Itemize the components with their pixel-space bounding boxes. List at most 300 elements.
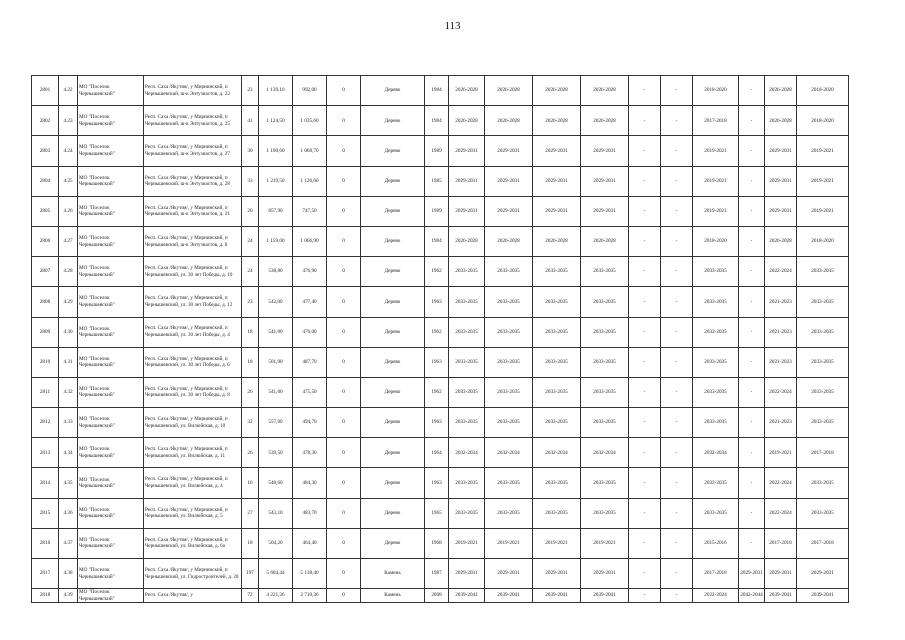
cell-period-1: 2026-2028 — [449, 106, 485, 136]
cell-residents-count: 26 — [242, 438, 259, 468]
cell-total-area: 857,90 — [259, 196, 293, 226]
cell-row-index: 4.25 — [59, 166, 78, 196]
cell-period-4: 2026-2028 — [581, 76, 629, 106]
cell-living-area: 487,70 — [293, 347, 327, 377]
cell-period-1: 2032-2034 — [449, 438, 485, 468]
cell-row-index: 4.29 — [59, 287, 78, 317]
cell-wall-material: Дерево — [361, 166, 425, 196]
cell-dash-2: - — [661, 589, 693, 603]
cell-address: Респ. Саха /Якутия/, у Мирнинский, п Чернышевский, ул. Вилюйская, д. 11 — [144, 438, 242, 468]
cell-zero-value: 0 — [327, 468, 361, 498]
cell-address: Респ. Саха /Якутия/, у Мирнинский, п Чернышевский, ул. 30 лет Победы, д. 12 — [144, 287, 242, 317]
cell-dash-1: - — [629, 408, 661, 438]
cell-period-5: 2019-2021 — [693, 136, 739, 166]
table-row — [32, 347, 849, 377]
table-row — [32, 408, 849, 438]
cell-address: Респ. Саха /Якутия/, у Мирнинский, п Чернышевский, ш-к Энтузиастов, д. 31 — [144, 196, 242, 226]
cell-municipality: МО "Поселок Чернышевский" — [78, 589, 144, 603]
cell-total-area: 504,20 — [259, 528, 293, 558]
cell-row-number: 2802 — [32, 106, 59, 136]
cell-total-area: 501,00 — [259, 347, 293, 377]
cell-period-2: 2033-2035 — [485, 468, 533, 498]
cell-municipality: МО "Поселок Чернышевский" — [78, 136, 144, 166]
cell-living-area: 1 126,60 — [293, 166, 327, 196]
cell-dash-2: - — [661, 287, 693, 317]
cell-dash-1: - — [629, 317, 661, 347]
cell-total-area: 548,60 — [259, 468, 293, 498]
cell-zero-value: 0 — [327, 317, 361, 347]
cell-row-index: 4.23 — [59, 106, 78, 136]
cell-row-number: 2806 — [32, 226, 59, 256]
cell-period-6: 2029-2031 — [739, 559, 765, 589]
cell-living-area: 464,40 — [293, 528, 327, 558]
cell-build-year: 1963 — [425, 347, 449, 377]
cell-period-6: - — [739, 317, 765, 347]
cell-row-index: 4.28 — [59, 257, 78, 287]
cell-period-6: - — [739, 438, 765, 468]
cell-zero-value: 0 — [327, 408, 361, 438]
cell-dash-2: - — [661, 468, 693, 498]
cell-period-2: 2033-2035 — [485, 347, 533, 377]
cell-period-2: 2029-2031 — [485, 166, 533, 196]
cell-zero-value: 0 — [327, 559, 361, 589]
cell-period-4: 2033-2035 — [581, 468, 629, 498]
cell-address: Респ. Саха /Якутия/, у Мирнинский, п Чернышевский, ш-к Энтузиастов, д. 8 — [144, 226, 242, 256]
cell-period-4: 2026-2028 — [581, 226, 629, 256]
cell-zero-value: 0 — [327, 377, 361, 407]
cell-zero-value: 0 — [327, 589, 361, 603]
cell-living-area: 475,50 — [293, 377, 327, 407]
cell-period-2: 2033-2035 — [485, 317, 533, 347]
cell-build-year: 1962 — [425, 377, 449, 407]
table-row — [32, 317, 849, 347]
cell-period-1: 2029-2031 — [449, 559, 485, 589]
cell-period-4: 2033-2035 — [581, 377, 629, 407]
cell-period-1: 2033-2035 — [449, 287, 485, 317]
cell-period-2: 2029-2031 — [485, 136, 533, 166]
cell-build-year: 1987 — [425, 559, 449, 589]
cell-period-3: 2039-2041 — [533, 589, 581, 603]
cell-wall-material: Дерево — [361, 528, 425, 558]
cell-period-1: 2019-2021 — [449, 528, 485, 558]
cell-period-6: - — [739, 498, 765, 528]
cell-period-7: 2026-2028 — [765, 76, 797, 106]
cell-living-area: 478,30 — [293, 438, 327, 468]
table-row — [32, 468, 849, 498]
cell-dash-1: - — [629, 528, 661, 558]
cell-row-index: 4.37 — [59, 528, 78, 558]
cell-wall-material: Дерево — [361, 498, 425, 528]
cell-wall-material: Дерево — [361, 438, 425, 468]
table-row — [32, 498, 849, 528]
cell-period-1: 2029-2031 — [449, 136, 485, 166]
cell-period-3: 2033-2035 — [533, 377, 581, 407]
cell-build-year: 1963 — [425, 287, 449, 317]
cell-row-index: 4.39 — [59, 589, 78, 603]
cell-period-8: 2033-2035 — [797, 317, 849, 347]
cell-dash-2: - — [661, 559, 693, 589]
cell-period-3: 2029-2031 — [533, 136, 581, 166]
cell-period-4: 2029-2031 — [581, 196, 629, 226]
cell-period-6: - — [739, 287, 765, 317]
cell-period-5: 2018-2020 — [693, 226, 739, 256]
cell-period-3: 2032-2034 — [533, 438, 581, 468]
cell-period-5: 2033-2035 — [693, 347, 739, 377]
cell-zero-value: 0 — [327, 528, 361, 558]
cell-wall-material: Камень — [361, 559, 425, 589]
cell-dash-2: - — [661, 106, 693, 136]
cell-residents-count: 20 — [242, 196, 259, 226]
cell-period-2: 2033-2035 — [485, 377, 533, 407]
cell-period-4: 2026-2028 — [581, 106, 629, 136]
cell-period-5: 2018-2020 — [693, 76, 739, 106]
cell-total-area: 1 124,50 — [259, 106, 293, 136]
cell-wall-material: Дерево — [361, 106, 425, 136]
cell-zero-value: 0 — [327, 347, 361, 377]
cell-address: Респ. Саха /Якутия/, у Мирнинский, п Чернышевский, ул. Вилюйская, д. 5 — [144, 498, 242, 528]
cell-period-6: - — [739, 166, 765, 196]
table-row — [32, 377, 849, 407]
table-body — [32, 76, 849, 603]
cell-address: Респ. Саха /Якутия/, у Мирнинский, п Чернышевский, ул. 30 лет Победы, д. 8 — [144, 377, 242, 407]
cell-address: Респ. Саха /Якутия/, у Мирнинский, п Чернышевский, ул. 30 лет Победы, д. 4 — [144, 317, 242, 347]
cell-period-2: 2029-2031 — [485, 559, 533, 589]
cell-period-3: 2026-2028 — [533, 76, 581, 106]
cell-build-year: 1984 — [425, 106, 449, 136]
cell-residents-count: 23 — [242, 287, 259, 317]
cell-wall-material: Дерево — [361, 468, 425, 498]
table-row — [32, 196, 849, 226]
table-row — [32, 589, 849, 603]
cell-period-5: 2033-2035 — [693, 408, 739, 438]
cell-wall-material: Дерево — [361, 136, 425, 166]
cell-municipality: МО "Поселок Чернышевский" — [78, 559, 144, 589]
cell-period-4: 2029-2031 — [581, 559, 629, 589]
cell-municipality: МО "Поселок Чернышевский" — [78, 166, 144, 196]
cell-row-number: 2815 — [32, 498, 59, 528]
cell-total-area: 1 159,00 — [259, 226, 293, 256]
cell-dash-2: - — [661, 528, 693, 558]
cell-dash-2: - — [661, 226, 693, 256]
cell-period-1: 2033-2035 — [449, 408, 485, 438]
cell-municipality: МО "Поселок Чернышевский" — [78, 468, 144, 498]
cell-row-index: 4.26 — [59, 196, 78, 226]
cell-total-area: 1 100,60 — [259, 136, 293, 166]
cell-period-7: 2017-2018 — [765, 528, 797, 558]
cell-municipality: МО "Поселок Чернышевский" — [78, 76, 144, 106]
cell-municipality: МО "Поселок Чернышевский" — [78, 377, 144, 407]
cell-build-year: 1964 — [425, 438, 449, 468]
cell-wall-material: Дерево — [361, 377, 425, 407]
cell-period-3: 2033-2035 — [533, 347, 581, 377]
cell-residents-count: 41 — [242, 106, 259, 136]
cell-period-3: 2029-2031 — [533, 166, 581, 196]
cell-row-number: 2811 — [32, 377, 59, 407]
cell-period-8: 2018-2020 — [797, 226, 849, 256]
cell-period-1: 2033-2035 — [449, 317, 485, 347]
cell-living-area: 747,50 — [293, 196, 327, 226]
cell-municipality: МО "Поселок Чернышевский" — [78, 408, 144, 438]
cell-living-area: 1 035,60 — [293, 106, 327, 136]
cell-row-index: 4.33 — [59, 408, 78, 438]
cell-row-index: 4.34 — [59, 438, 78, 468]
cell-period-5: 2033-2035 — [693, 317, 739, 347]
cell-address: Респ. Саха /Якутия/, у Мирнинский, п Чернышевский, ул. Вилюйская, д. 10 — [144, 408, 242, 438]
cell-period-8: 2033-2035 — [797, 257, 849, 287]
table-row — [32, 136, 849, 166]
cell-period-1: 2026-2028 — [449, 226, 485, 256]
cell-period-5: 2033-2035 — [693, 257, 739, 287]
cell-municipality: МО "Поселок Чернышевский" — [78, 498, 144, 528]
cell-total-area: 1 219,50 — [259, 166, 293, 196]
table-row — [32, 76, 849, 106]
cell-dash-2: - — [661, 438, 693, 468]
cell-period-5: 2033-2035 — [693, 498, 739, 528]
cell-dash-1: - — [629, 559, 661, 589]
cell-period-5: 2033-2035 — [693, 377, 739, 407]
table-row — [32, 528, 849, 558]
cell-dash-1: - — [629, 166, 661, 196]
cell-period-2: 2033-2035 — [485, 498, 533, 528]
cell-dash-1: - — [629, 257, 661, 287]
cell-period-7: 2022-2024 — [765, 468, 797, 498]
cell-period-7: 2026-2028 — [765, 226, 797, 256]
table-row — [32, 257, 849, 287]
cell-wall-material: Дерево — [361, 226, 425, 256]
cell-row-number: 2814 — [32, 468, 59, 498]
cell-living-area: 1 066,90 — [293, 226, 327, 256]
cell-build-year: 1984 — [425, 226, 449, 256]
cell-period-5: 2022-2024 — [693, 589, 739, 603]
cell-row-index: 4.30 — [59, 317, 78, 347]
cell-total-area: 543,10 — [259, 498, 293, 528]
table-row — [32, 438, 849, 468]
cell-address: Респ. Саха /Якутия/, у Мирнинский, п Чернышевский, ул. 30 лет Победы, д. 6 — [144, 347, 242, 377]
cell-period-1: 2033-2035 — [449, 468, 485, 498]
cell-living-area: 1 068,70 — [293, 136, 327, 166]
cell-period-7: 2039-2041 — [765, 589, 797, 603]
cell-period-6: - — [739, 468, 765, 498]
cell-dash-1: - — [629, 377, 661, 407]
cell-period-8: 2029-2031 — [797, 559, 849, 589]
cell-period-8: 2033-2035 — [797, 377, 849, 407]
cell-municipality: МО "Поселок Чернышевский" — [78, 287, 144, 317]
cell-zero-value: 0 — [327, 226, 361, 256]
cell-period-7: 2021-2023 — [765, 317, 797, 347]
cell-row-index: 4.22 — [59, 76, 78, 106]
cell-period-6: - — [739, 106, 765, 136]
cell-period-8: 2019-2021 — [797, 136, 849, 166]
cell-dash-1: - — [629, 468, 661, 498]
cell-period-3: 2019-2021 — [533, 528, 581, 558]
cell-row-number: 2804 — [32, 166, 59, 196]
cell-period-7: 2021-2023 — [765, 408, 797, 438]
cell-row-number: 2812 — [32, 408, 59, 438]
cell-period-2: 2026-2028 — [485, 76, 533, 106]
cell-dash-1: - — [629, 589, 661, 603]
cell-total-area: 541,00 — [259, 377, 293, 407]
cell-period-7: 2029-2031 — [765, 136, 797, 166]
cell-dash-2: - — [661, 76, 693, 106]
cell-period-8: 2033-2035 — [797, 408, 849, 438]
cell-period-4: 2033-2035 — [581, 317, 629, 347]
cell-residents-count: 197 — [242, 559, 259, 589]
cell-build-year: 1962 — [425, 257, 449, 287]
cell-dash-1: - — [629, 498, 661, 528]
cell-row-index: 4.24 — [59, 136, 78, 166]
cell-period-8: 2033-2035 — [797, 498, 849, 528]
cell-total-area: 5 604,44 — [259, 559, 293, 589]
cell-address: Респ. Саха /Якутия/, у Мирнинский, п Чернышевский, ш-к Энтузиастов, д. 27 — [144, 136, 242, 166]
cell-period-3: 2029-2031 — [533, 559, 581, 589]
cell-zero-value: 0 — [327, 76, 361, 106]
cell-dash-1: - — [629, 136, 661, 166]
cell-period-7: 2029-2031 — [765, 559, 797, 589]
cell-dash-1: - — [629, 76, 661, 106]
cell-total-area: 542,00 — [259, 287, 293, 317]
cell-row-number: 2809 — [32, 317, 59, 347]
cell-municipality: МО "Поселок Чернышевский" — [78, 347, 144, 377]
cell-total-area: 1 139,10 — [259, 76, 293, 106]
cell-residents-count: 27 — [242, 498, 259, 528]
cell-period-6: - — [739, 196, 765, 226]
cell-period-6: - — [739, 408, 765, 438]
cell-period-1: 2033-2035 — [449, 257, 485, 287]
cell-period-5: 2017-2018 — [693, 106, 739, 136]
cell-period-6: - — [739, 257, 765, 287]
cell-residents-count: 72 — [242, 589, 259, 603]
cell-dash-2: - — [661, 136, 693, 166]
cell-wall-material: Дерево — [361, 76, 425, 106]
housing-registry-table — [31, 75, 849, 603]
cell-period-8: 2039-2041 — [797, 589, 849, 603]
cell-address: Респ. Саха /Якутия/, у Мирнинский, п Чернышевский, ул. 30 лет Победы, д. 10 — [144, 257, 242, 287]
cell-address: Респ. Саха /Якутия/, у Мирнинский, п Чернышевский, ш-к Энтузиастов, д. 25 — [144, 106, 242, 136]
cell-living-area: 484,30 — [293, 468, 327, 498]
cell-living-area: 476,00 — [293, 317, 327, 347]
cell-period-7: 2026-2028 — [765, 106, 797, 136]
cell-period-5: 2032-2034 — [693, 438, 739, 468]
cell-municipality: МО "Поселок Чернышевский" — [78, 317, 144, 347]
cell-row-index: 4.27 — [59, 226, 78, 256]
cell-dash-1: - — [629, 347, 661, 377]
cell-wall-material: Камень — [361, 589, 425, 603]
cell-residents-count: 32 — [242, 408, 259, 438]
cell-zero-value: 0 — [327, 196, 361, 226]
cell-municipality: МО "Поселок Чернышевский" — [78, 257, 144, 287]
cell-living-area: 476,90 — [293, 257, 327, 287]
cell-build-year: 1963 — [425, 408, 449, 438]
cell-dash-2: - — [661, 166, 693, 196]
cell-living-area: 5 138,40 — [293, 559, 327, 589]
cell-period-7: 2019-2021 — [765, 438, 797, 468]
cell-period-7: 2022-2024 — [765, 257, 797, 287]
cell-period-1: 2029-2031 — [449, 166, 485, 196]
cell-residents-count: 30 — [242, 136, 259, 166]
cell-period-8: 2033-2035 — [797, 468, 849, 498]
cell-period-4: 2033-2035 — [581, 347, 629, 377]
cell-period-8: 2019-2021 — [797, 166, 849, 196]
cell-period-3: 2033-2035 — [533, 408, 581, 438]
cell-period-6: - — [739, 377, 765, 407]
cell-period-4: 2032-2034 — [581, 438, 629, 468]
cell-period-1: 2033-2035 — [449, 498, 485, 528]
cell-period-7: 2021-2023 — [765, 287, 797, 317]
cell-living-area: 483,70 — [293, 498, 327, 528]
cell-wall-material: Дерево — [361, 347, 425, 377]
cell-period-8: 2018-2020 — [797, 76, 849, 106]
cell-residents-count: 24 — [242, 226, 259, 256]
cell-municipality: МО "Поселок Чернышевский" — [78, 438, 144, 468]
cell-build-year: 1963 — [425, 468, 449, 498]
cell-build-year: 1965 — [425, 498, 449, 528]
cell-wall-material: Дерево — [361, 287, 425, 317]
table-row — [32, 287, 849, 317]
cell-row-index: 4.32 — [59, 377, 78, 407]
cell-period-8: 2033-2035 — [797, 287, 849, 317]
table-row — [32, 106, 849, 136]
cell-zero-value: 0 — [327, 257, 361, 287]
cell-dash-1: - — [629, 196, 661, 226]
table-row — [32, 166, 849, 196]
cell-total-area: 557,00 — [259, 408, 293, 438]
cell-dash-2: - — [661, 317, 693, 347]
cell-period-1: 2026-2028 — [449, 76, 485, 106]
cell-period-8: 2017-2018 — [797, 528, 849, 558]
cell-row-number: 2813 — [32, 438, 59, 468]
cell-zero-value: 0 — [327, 106, 361, 136]
cell-wall-material: Дерево — [361, 408, 425, 438]
cell-row-index: 4.38 — [59, 559, 78, 589]
cell-dash-2: - — [661, 408, 693, 438]
cell-period-4: 2039-2041 — [581, 589, 629, 603]
cell-address: Респ. Саха /Якутия/, у Мирнинский, п Чернышевский, ул. Вилюйская, д. 6а — [144, 528, 242, 558]
cell-period-5: 2033-2035 — [693, 468, 739, 498]
cell-row-number: 2810 — [32, 347, 59, 377]
cell-period-2: 2033-2035 — [485, 287, 533, 317]
cell-row-index: 4.36 — [59, 498, 78, 528]
cell-period-2: 2039-2041 — [485, 589, 533, 603]
cell-build-year: 1968 — [425, 528, 449, 558]
cell-period-6: - — [739, 226, 765, 256]
cell-period-5: 2019-2021 — [693, 196, 739, 226]
cell-dash-1: - — [629, 106, 661, 136]
cell-period-3: 2026-2028 — [533, 226, 581, 256]
cell-total-area: 539,50 — [259, 438, 293, 468]
cell-zero-value: 0 — [327, 438, 361, 468]
page-number: 113 — [444, 20, 461, 32]
cell-period-8: 2019-2021 — [797, 196, 849, 226]
cell-dash-2: - — [661, 377, 693, 407]
cell-residents-count: 26 — [242, 377, 259, 407]
cell-build-year: 1985 — [425, 166, 449, 196]
cell-row-number: 2803 — [32, 136, 59, 166]
cell-period-2: 2026-2028 — [485, 106, 533, 136]
cell-build-year: 1989 — [425, 196, 449, 226]
cell-residents-count: 16 — [242, 468, 259, 498]
cell-dash-1: - — [629, 226, 661, 256]
cell-zero-value: 0 — [327, 166, 361, 196]
cell-period-8: 2033-2035 — [797, 347, 849, 377]
cell-period-2: 2033-2035 — [485, 408, 533, 438]
cell-living-area: 992,00 — [293, 76, 327, 106]
cell-period-6: - — [739, 347, 765, 377]
cell-living-area: 477,40 — [293, 287, 327, 317]
cell-period-1: 2029-2031 — [449, 196, 485, 226]
cell-zero-value: 0 — [327, 498, 361, 528]
cell-period-7: 2029-2031 — [765, 196, 797, 226]
cell-period-6: - — [739, 528, 765, 558]
